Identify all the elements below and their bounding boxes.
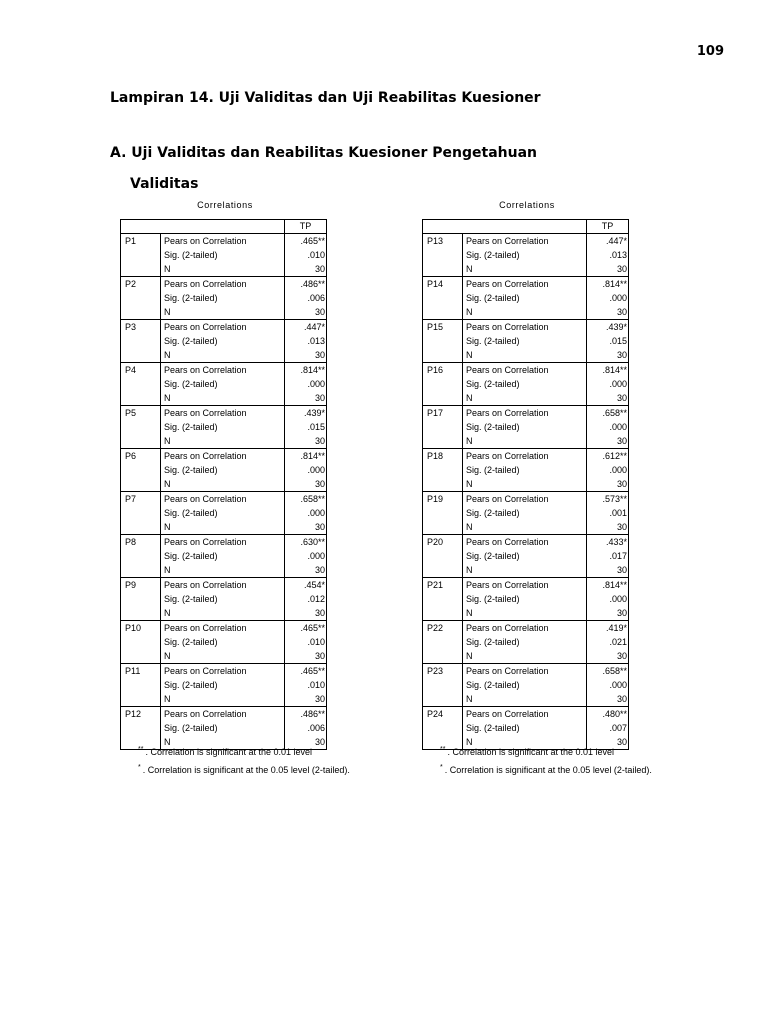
statistic-label: Sig. (2-tailed) xyxy=(164,293,218,303)
table-row xyxy=(121,277,327,292)
statistic-value: 30 xyxy=(587,348,629,363)
statistic-label: Pears on Correlation xyxy=(463,406,587,421)
footnote-text: . Correlation is significant at the 0.01 level xyxy=(145,747,313,757)
statistic-label: Pears on Correlation xyxy=(161,320,285,335)
statistic-label: Sig. (2-tailed) xyxy=(164,379,218,389)
item-label: P19 xyxy=(423,492,463,507)
footnote-text: . Correlation is significant at the 0.05 level (2-tailed). xyxy=(142,765,350,775)
statistic-label: N xyxy=(466,393,473,403)
statistic-value: 30 xyxy=(285,477,327,492)
statistic-value: 30 xyxy=(587,477,629,492)
statistic-label: Pears on Correlation xyxy=(161,277,285,292)
statistic-value: .419* xyxy=(587,621,629,636)
statistic-value: .000 xyxy=(285,377,327,391)
item-label: P8 xyxy=(121,535,161,550)
statistic-label: Sig. (2-tailed) xyxy=(466,680,520,690)
statistic-label: Sig. (2-tailed) xyxy=(466,336,520,346)
statistic-label: N xyxy=(466,522,473,532)
left-table-title: Correlations xyxy=(197,200,253,210)
table-row xyxy=(121,391,327,406)
statistic-label: Pears on Correlation xyxy=(161,449,285,464)
statistic-label: Pears on Correlation xyxy=(161,578,285,593)
table-row xyxy=(423,506,629,520)
statistic-label: Pears on Correlation xyxy=(161,621,285,636)
statistic-label: Sig. (2-tailed) xyxy=(466,551,520,561)
table-row xyxy=(121,606,327,621)
statistic-label: Pears on Correlation xyxy=(463,363,587,378)
table-row xyxy=(121,348,327,363)
table-row xyxy=(121,477,327,492)
statistic-value: .480** xyxy=(587,707,629,722)
statistic-value: .013 xyxy=(587,248,629,262)
statistic-value: .006 xyxy=(285,291,327,305)
table-row xyxy=(423,305,629,320)
table-row xyxy=(121,305,327,320)
statistic-label: Sig. (2-tailed) xyxy=(164,336,218,346)
statistic-value: .814** xyxy=(285,449,327,464)
statistic-value: .630** xyxy=(285,535,327,550)
statistic-label: Pears on Correlation xyxy=(161,707,285,722)
item-label: P3 xyxy=(121,320,161,335)
statistic-label: Pears on Correlation xyxy=(463,277,587,292)
statistic-value: 30 xyxy=(285,520,327,535)
statistic-value: 30 xyxy=(285,649,327,664)
table-row xyxy=(121,377,327,391)
statistic-label: Sig. (2-tailed) xyxy=(466,723,520,733)
table-row xyxy=(423,520,629,535)
statistic-value: 30 xyxy=(587,434,629,449)
table-row xyxy=(121,248,327,262)
subsection-title: Validitas xyxy=(130,176,199,192)
column-header-tp: TP xyxy=(587,220,629,234)
footnote-significance-005 xyxy=(440,764,652,775)
table-row xyxy=(121,363,327,378)
table-row xyxy=(121,463,327,477)
statistic-value: .012 xyxy=(285,592,327,606)
statistic-label: N xyxy=(164,436,171,446)
statistic-label: N xyxy=(164,522,171,532)
right-table-title: Correlations xyxy=(499,200,555,210)
statistic-value: 30 xyxy=(285,735,327,750)
statistic-value: .658** xyxy=(587,406,629,421)
statistic-label: Sig. (2-tailed) xyxy=(164,250,218,260)
statistic-value: 30 xyxy=(587,735,629,750)
statistic-value: 30 xyxy=(587,520,629,535)
statistic-value: .017 xyxy=(587,549,629,563)
statistic-value: .814** xyxy=(285,363,327,378)
table-row xyxy=(423,348,629,363)
table-row xyxy=(121,535,327,550)
statistic-value: .000 xyxy=(587,463,629,477)
statistic-value: 30 xyxy=(285,606,327,621)
table-row xyxy=(423,535,629,550)
footnote-marker: * xyxy=(138,764,141,771)
statistic-label: N xyxy=(164,651,171,661)
item-label: P21 xyxy=(423,578,463,593)
statistic-label: N xyxy=(164,479,171,489)
table-row xyxy=(423,377,629,391)
statistic-value: .814** xyxy=(587,578,629,593)
statistic-value: .433* xyxy=(587,535,629,550)
column-header-tp: TP xyxy=(285,220,327,234)
item-label: P18 xyxy=(423,449,463,464)
table-row xyxy=(121,578,327,593)
statistic-value: .465** xyxy=(285,234,327,249)
statistic-label: Pears on Correlation xyxy=(161,492,285,507)
statistic-label: Sig. (2-tailed) xyxy=(164,422,218,432)
table-row xyxy=(423,721,629,735)
table-row xyxy=(423,549,629,563)
statistic-value: .000 xyxy=(587,678,629,692)
statistic-value: 30 xyxy=(587,563,629,578)
statistic-label: N xyxy=(164,393,171,403)
statistic-label: Pears on Correlation xyxy=(463,492,587,507)
statistic-label: Pears on Correlation xyxy=(463,234,587,249)
statistic-value: 30 xyxy=(285,305,327,320)
statistic-label: Pears on Correlation xyxy=(463,535,587,550)
item-label: P24 xyxy=(423,707,463,722)
statistic-label: Pears on Correlation xyxy=(463,664,587,679)
statistic-value: .000 xyxy=(285,463,327,477)
statistic-label: N xyxy=(463,735,587,750)
statistic-label: Sig. (2-tailed) xyxy=(164,594,218,604)
statistic-label: Pears on Correlation xyxy=(161,234,285,249)
statistic-label: Sig. (2-tailed) xyxy=(164,465,218,475)
statistic-label: N xyxy=(164,264,171,274)
table-row xyxy=(121,506,327,520)
statistic-value: 30 xyxy=(285,391,327,406)
item-label: P5 xyxy=(121,406,161,421)
statistic-value: 30 xyxy=(587,649,629,664)
statistic-value: .465** xyxy=(285,621,327,636)
table-row xyxy=(423,664,629,679)
statistic-value: 30 xyxy=(285,563,327,578)
item-label: P20 xyxy=(423,535,463,550)
statistic-value: .814** xyxy=(587,277,629,292)
statistic-label: Pears on Correlation xyxy=(463,578,587,593)
footnote-marker: ** xyxy=(440,746,446,753)
statistic-value: 30 xyxy=(587,391,629,406)
statistic-label: N xyxy=(466,264,473,274)
table-row xyxy=(121,234,327,249)
table-row xyxy=(121,635,327,649)
statistic-value: .001 xyxy=(587,506,629,520)
table-row xyxy=(423,434,629,449)
item-label: P11 xyxy=(121,664,161,679)
statistic-value: .000 xyxy=(587,377,629,391)
table-row xyxy=(423,262,629,277)
statistic-value: .006 xyxy=(285,721,327,735)
table-row xyxy=(423,578,629,593)
statistic-label: Sig. (2-tailed) xyxy=(466,508,520,518)
statistic-value: 30 xyxy=(587,692,629,707)
statistic-label: Sig. (2-tailed) xyxy=(466,379,520,389)
table-row xyxy=(121,592,327,606)
statistic-label: Sig. (2-tailed) xyxy=(164,551,218,561)
table-row xyxy=(423,420,629,434)
statistic-value: .021 xyxy=(587,635,629,649)
statistic-label: Pears on Correlation xyxy=(161,406,285,421)
statistic-label: Sig. (2-tailed) xyxy=(466,465,520,475)
footnote-significance-001 xyxy=(138,746,312,757)
table-row xyxy=(121,621,327,636)
table-row xyxy=(423,621,629,636)
table-row xyxy=(423,406,629,421)
table-row xyxy=(121,320,327,335)
statistic-value: .010 xyxy=(285,678,327,692)
statistic-label: Pears on Correlation xyxy=(161,535,285,550)
table-row xyxy=(423,592,629,606)
item-label: P2 xyxy=(121,277,161,292)
table-row xyxy=(121,549,327,563)
footnote-marker: * xyxy=(440,764,443,771)
statistic-label: N xyxy=(466,651,473,661)
table-row xyxy=(121,406,327,421)
table-row xyxy=(423,277,629,292)
table-row xyxy=(121,678,327,692)
table-row xyxy=(423,678,629,692)
item-label: P10 xyxy=(121,621,161,636)
statistic-label: N xyxy=(164,350,171,360)
item-label: P13 xyxy=(423,234,463,249)
statistic-value: .447* xyxy=(587,234,629,249)
statistic-value: .454* xyxy=(285,578,327,593)
statistic-value: .814** xyxy=(587,363,629,378)
table-row xyxy=(423,291,629,305)
statistic-value: 30 xyxy=(285,434,327,449)
statistic-label: Sig. (2-tailed) xyxy=(164,637,218,647)
table-row xyxy=(423,692,629,707)
table-row xyxy=(121,291,327,305)
statistic-label: N xyxy=(164,694,171,704)
statistic-value: .658** xyxy=(285,492,327,507)
table-row xyxy=(121,449,327,464)
statistic-label: Sig. (2-tailed) xyxy=(466,293,520,303)
footnote-text: . Correlation is significant at the 0.01 level xyxy=(447,747,615,757)
table-row xyxy=(423,707,629,722)
page-number: 109 xyxy=(696,44,724,59)
table-row xyxy=(121,520,327,535)
statistic-value: .465** xyxy=(285,664,327,679)
statistic-label: N xyxy=(164,565,171,575)
statistic-value: .447* xyxy=(285,320,327,335)
statistic-label: Pears on Correlation xyxy=(161,664,285,679)
table-row xyxy=(423,635,629,649)
statistic-value: 30 xyxy=(587,606,629,621)
statistic-label: Pears on Correlation xyxy=(463,621,587,636)
statistic-value: .007 xyxy=(587,721,629,735)
item-label: P12 xyxy=(121,707,161,722)
section-title: A. Uji Validitas dan Reabilitas Kuesioner Pengetahuan xyxy=(110,145,537,161)
statistic-label: Pears on Correlation xyxy=(463,449,587,464)
statistic-label: Sig. (2-tailed) xyxy=(164,723,218,733)
statistic-value: .658** xyxy=(587,664,629,679)
table-row xyxy=(423,248,629,262)
statistic-label: Sig. (2-tailed) xyxy=(466,422,520,432)
statistic-value: .000 xyxy=(587,592,629,606)
statistic-value: 30 xyxy=(587,305,629,320)
statistic-label: Sig. (2-tailed) xyxy=(164,680,218,690)
item-label: P6 xyxy=(121,449,161,464)
statistic-label: Sig. (2-tailed) xyxy=(466,637,520,647)
statistic-value: .486** xyxy=(285,707,327,722)
statistic-label: N xyxy=(466,565,473,575)
statistic-label: Pears on Correlation xyxy=(463,707,587,722)
item-label: P17 xyxy=(423,406,463,421)
statistic-label: N xyxy=(164,307,171,317)
statistic-label: Sig. (2-tailed) xyxy=(466,250,520,260)
correlations-table-right xyxy=(422,219,629,750)
table-row xyxy=(423,334,629,348)
statistic-value: .013 xyxy=(285,334,327,348)
statistic-label: N xyxy=(466,608,473,618)
item-label: P1 xyxy=(121,234,161,249)
footnote-marker: ** xyxy=(138,746,144,753)
table-row xyxy=(423,234,629,249)
statistic-value: .010 xyxy=(285,635,327,649)
table-row xyxy=(121,707,327,722)
statistic-label: Sig. (2-tailed) xyxy=(466,594,520,604)
table-row xyxy=(121,649,327,664)
footnote-text: . Correlation is significant at the 0.05 level (2-tailed). xyxy=(444,765,652,775)
statistic-label: N xyxy=(466,694,473,704)
table-row xyxy=(121,721,327,735)
statistic-value: .000 xyxy=(587,420,629,434)
table-row xyxy=(121,692,327,707)
statistic-label: Pears on Correlation xyxy=(161,363,285,378)
table-row xyxy=(423,463,629,477)
item-label: P15 xyxy=(423,320,463,335)
item-label: P4 xyxy=(121,363,161,378)
statistic-value: 30 xyxy=(285,692,327,707)
item-label: P7 xyxy=(121,492,161,507)
statistic-label: N xyxy=(466,307,473,317)
table-row xyxy=(423,391,629,406)
table-row xyxy=(423,563,629,578)
item-label: P9 xyxy=(121,578,161,593)
appendix-heading: Lampiran 14. Uji Validitas dan Uji Reabilitas Kuesioner xyxy=(110,90,541,106)
table-row xyxy=(423,320,629,335)
statistic-label: N xyxy=(466,479,473,489)
statistic-value: .439* xyxy=(285,406,327,421)
item-label: P23 xyxy=(423,664,463,679)
table-row xyxy=(121,563,327,578)
statistic-label: N xyxy=(466,350,473,360)
statistic-value: .000 xyxy=(285,506,327,520)
table-row xyxy=(121,492,327,507)
statistic-value: .010 xyxy=(285,248,327,262)
table-row xyxy=(121,334,327,348)
footnote-significance-005 xyxy=(138,764,350,775)
statistic-value: .000 xyxy=(587,291,629,305)
statistic-value: 30 xyxy=(285,262,327,277)
statistic-value: 30 xyxy=(285,348,327,363)
statistic-label: Pears on Correlation xyxy=(463,320,587,335)
statistic-value: .439* xyxy=(587,320,629,335)
table-row xyxy=(121,434,327,449)
statistic-label: Sig. (2-tailed) xyxy=(164,508,218,518)
table-row xyxy=(423,477,629,492)
table-row xyxy=(121,420,327,434)
statistic-value: 30 xyxy=(587,262,629,277)
statistic-value: .573** xyxy=(587,492,629,507)
statistic-value: .486** xyxy=(285,277,327,292)
statistic-label: N xyxy=(466,436,473,446)
statistic-value: .015 xyxy=(587,334,629,348)
item-label: P14 xyxy=(423,277,463,292)
item-label: P16 xyxy=(423,363,463,378)
footnote-significance-001 xyxy=(440,746,614,757)
correlations-table-left xyxy=(120,219,327,750)
statistic-label: N xyxy=(164,608,171,618)
table-row xyxy=(423,649,629,664)
statistic-label: N xyxy=(161,735,285,750)
table-row xyxy=(121,262,327,277)
statistic-value: .612** xyxy=(587,449,629,464)
table-row xyxy=(423,606,629,621)
table-row xyxy=(423,492,629,507)
table-row xyxy=(121,664,327,679)
item-label: P22 xyxy=(423,621,463,636)
table-row xyxy=(423,449,629,464)
table-row xyxy=(423,363,629,378)
statistic-value: .000 xyxy=(285,549,327,563)
statistic-value: .015 xyxy=(285,420,327,434)
